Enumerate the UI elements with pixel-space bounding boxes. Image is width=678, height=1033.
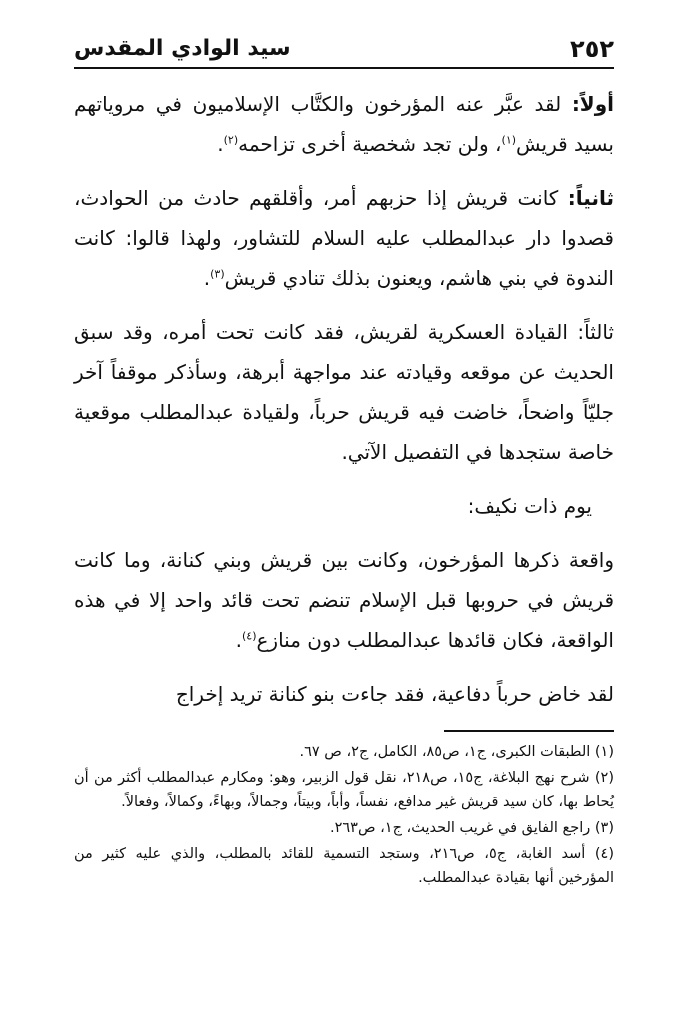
main-text [74,84,614,728]
footnote-ref: (٣) [210,267,225,281]
footnote-item: (١) الطبقات الكبرى، ج١، ص٨٥، الكامل، ج٢، ص ٦٧. [299,744,614,760]
header-rule [74,67,614,69]
paragraph-text: . [217,132,224,156]
section-heading: يوم ذات نكيف: [467,494,592,518]
footnote-ref: (٢) [223,133,239,147]
paragraph-text: . [235,628,242,652]
paragraph-first [74,84,614,164]
footnotes [74,740,614,892]
paragraph-text: ، ولن تجد شخصية أخرى تزاحمه [238,132,502,156]
footnote-item: (٣) راجع الفايق في غريب الحديث، ج١، ص٢٦٣. [329,820,614,836]
paragraph-fifth: لقد خاض حرباً دفاعية، فقد جاءت بنو كنانة تريد إخراج [175,682,614,706]
page-number: ٢٥٢ [570,35,614,63]
footnote-rule [444,730,614,732]
paragraph-text: كانت قريش إذا حزبهم أمر، وأقلقهم حادث من الحوادث، قصدوا دار عبدالمطلب عليه السلام للتشاور، ولهذا قالوا: كانت الندوة في بني هاشم، ويعنون بذلك تنادي قريش [74,186,614,290]
paragraph-text: واقعة ذكرها المؤرخون، وكانت بين قريش وبني كنانة، وما كانت قريش في حروبها قبل الإسلام تنضم تحت قائد واحد إلا في هذه الواقعة، فكان قائدها عبدالمطلب دون منازع [74,548,614,652]
paragraph-text: . [203,266,211,290]
paragraph-third: ثالثاً: القيادة العسكرية لقريش، فقد كانت تحت أمره، وقد سبق الحديث عن موقعه وقيادته عند مواجهة أبرهة، وسأذكر موقفاً آخر جليّاً واضحاً، خاضت فيه قريش حرباً، ولقيادة عبدالمطلب موقعية خاصة ستجدها في التفصيل الآتي. [74,320,614,464]
paragraph-fourth [74,540,614,660]
footnote-ref: (١) [501,133,517,147]
running-title: سيد الوادي المقدس [74,36,291,61]
page-header [74,30,614,64]
paragraph-lead: أولاً: [571,92,614,116]
paragraph-second [74,178,614,298]
footnote-item: (٤) أسد الغابة، ج٥، ص٢١٦، وستجد التسمية للقائد بالمطلب، والذي عليه كثير من المؤرخين أنها بقيادة عبدالمطلب. [74,846,614,886]
footnote-item: (٢) شرح نهج البلاغة، ج١٥، ص٢١٨، نقل قول الزبير، وهو: ومكارم عبدالمطلب أكثر من أن يُحاط بها، كان سيد قريش غير مدافع، نفساً، وأباً، وبيتاً، وجمالاً، وبهاءً، وكمالاً، وفعالاً. [74,770,614,810]
footnote-ref: (٤) [241,629,257,643]
paragraph-lead: ثانياً: [567,186,614,210]
paragraph-text: لقد عبَّر عنه المؤرخون والكتَّاب الإسلاميون في مروياتهم بسيد قريش [74,92,614,156]
